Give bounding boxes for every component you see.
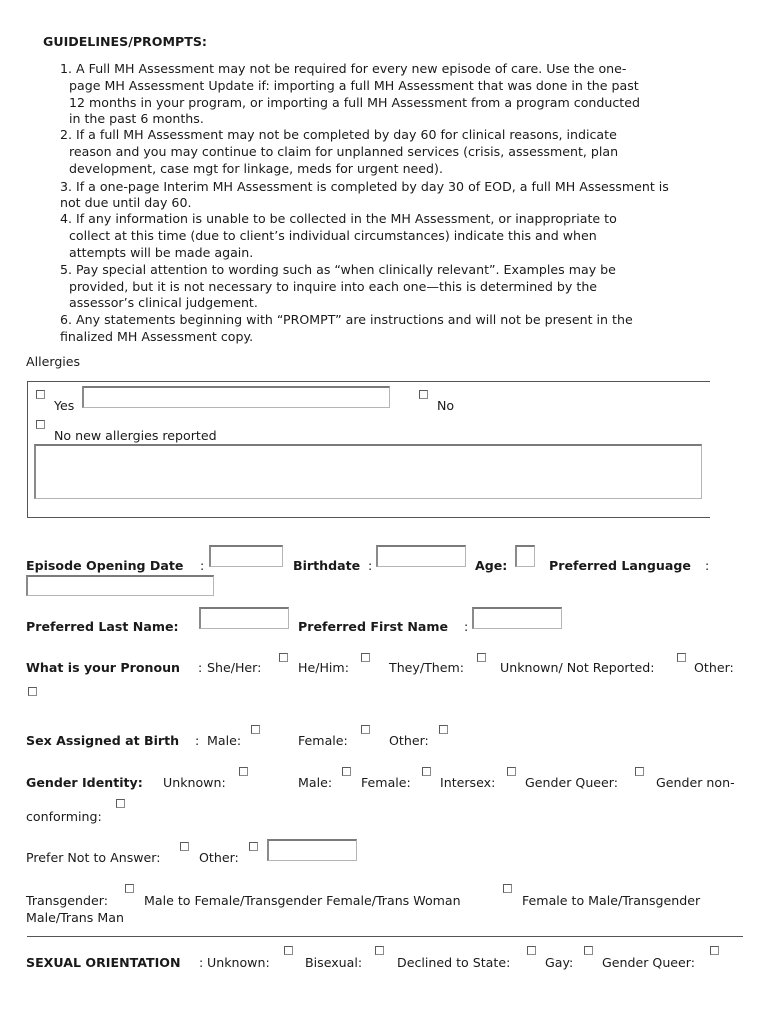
guideline-line: page MH Assessment Update if: importing a full MH Assessment that was done in the past xyxy=(69,78,639,93)
gender-female-checkbox[interactable] xyxy=(422,767,431,776)
transgender-ftm-label: Female to Male/Transgender xyxy=(522,893,701,908)
allergies-bottom-rule xyxy=(27,517,710,518)
preferred-language-label: Preferred Language xyxy=(549,558,691,573)
pronoun-option-they: They/Them: xyxy=(389,660,465,675)
gender-other-field[interactable] xyxy=(267,839,357,861)
gender-unknown-checkbox[interactable] xyxy=(239,767,248,776)
age-label: Age: xyxy=(475,558,508,573)
pronoun-other-checkbox[interactable] xyxy=(28,687,37,696)
colon: : xyxy=(195,733,200,748)
pronoun-option-other: Other: xyxy=(694,660,734,675)
sex-option-male: Male: xyxy=(207,733,242,748)
allergies-notes-field[interactable] xyxy=(34,444,702,499)
guideline-line: finalized MH Assessment copy. xyxy=(60,329,254,344)
guidelines-heading: GUIDELINES/PROMPTS: xyxy=(43,34,207,49)
birthdate-label: Birthdate xyxy=(293,558,361,573)
gender-other-checkbox[interactable] xyxy=(249,842,258,851)
sex-option-other: Other: xyxy=(389,733,429,748)
gender-prefer-not-label: Prefer Not to Answer: xyxy=(26,850,161,865)
gender-option-nonconforming-cont: conforming: xyxy=(26,809,102,824)
allergies-yes-field[interactable] xyxy=(82,386,390,408)
guideline-line: provided, but it is not necessary to inquire into each one—this is determined by the xyxy=(69,279,598,294)
colon: : xyxy=(464,619,469,634)
preferred-first-name-field[interactable] xyxy=(472,607,562,629)
orientation-queer-checkbox[interactable] xyxy=(710,946,719,955)
guideline-line: 3. If a one-page Interim MH Assessment is completed by day 30 of EOD, a full MH Assessment is xyxy=(60,179,669,194)
guideline-line: 4. If any information is unable to be collected in the MH Assessment, or inappropriate to xyxy=(60,211,617,226)
orientation-option-declined: Declined to State: xyxy=(397,955,511,970)
guideline-line: attempts will be made again. xyxy=(69,245,254,260)
allergies-yes-label: Yes xyxy=(54,398,75,413)
gender-intersex-checkbox[interactable] xyxy=(507,767,516,776)
episode-opening-date-label: Episode Opening Date xyxy=(26,558,184,573)
sex-other-checkbox[interactable] xyxy=(439,725,448,734)
preferred-last-name-field[interactable] xyxy=(199,607,289,629)
gender-identity-label: Gender Identity: xyxy=(26,775,143,790)
orientation-unknown-checkbox[interactable] xyxy=(284,946,293,955)
gender-option-male: Male: xyxy=(298,775,333,790)
colon: : xyxy=(200,558,205,573)
guideline-line: in the past 6 months. xyxy=(69,111,204,126)
guideline-line: 2. If a full MH Assessment may not be completed by day 60 for clinical reasons, indicate xyxy=(60,127,617,142)
sexual-orientation-label: SEXUAL ORIENTATION xyxy=(26,955,181,970)
transgender-ftm-checkbox[interactable] xyxy=(503,884,512,893)
transgender-mtf-label: Male to Female/Transgender Female/Trans Woman xyxy=(144,893,461,908)
preferred-language-field[interactable] xyxy=(26,575,214,596)
allergies-no-checkbox[interactable] xyxy=(419,390,428,399)
colon: : xyxy=(705,558,710,573)
guideline-line: 6. Any statements beginning with “PROMPT” are instructions and will not be present in the xyxy=(60,312,633,327)
transgender-ftm-label-cont: Male/Trans Man xyxy=(26,910,124,925)
sex-female-checkbox[interactable] xyxy=(361,725,370,734)
sex-assigned-label: Sex Assigned at Birth xyxy=(26,733,180,748)
transgender-mtf-checkbox[interactable] xyxy=(125,884,134,893)
gender-option-unknown: Unknown: xyxy=(163,775,226,790)
guideline-line: collect at this time (due to client’s individual circumstances) indicate this and when xyxy=(69,228,597,243)
allergies-yes-checkbox[interactable] xyxy=(36,390,45,399)
gender-option-female: Female: xyxy=(361,775,411,790)
guideline-line: not due until day 60. xyxy=(60,195,192,210)
section-divider xyxy=(27,936,743,937)
no-new-allergies-checkbox[interactable] xyxy=(36,420,45,429)
guideline-line: reason and you may continue to claim for unplanned services (crisis, assessment, plan xyxy=(69,144,619,159)
orientation-bisexual-checkbox[interactable] xyxy=(375,946,384,955)
colon: : xyxy=(198,660,203,675)
guideline-line: 5. Pay special attention to wording such as “when clinically relevant”. Examples may be xyxy=(60,262,616,277)
no-new-allergies-label: No new allergies reported xyxy=(54,428,217,443)
colon: : xyxy=(368,558,373,573)
allergies-left-rule xyxy=(27,381,28,518)
pronoun-she-checkbox[interactable] xyxy=(279,653,288,662)
gender-option-intersex: Intersex: xyxy=(440,775,496,790)
transgender-label: Transgender: xyxy=(26,893,108,908)
sex-male-checkbox[interactable] xyxy=(251,725,260,734)
gender-option-nonconforming: Gender non- xyxy=(656,775,735,790)
pronoun-option-he: He/Him: xyxy=(298,660,349,675)
gender-nonconforming-checkbox[interactable] xyxy=(116,799,125,808)
birthdate-field[interactable] xyxy=(376,545,466,567)
pronoun-they-checkbox[interactable] xyxy=(477,653,486,662)
orientation-option-gay: Gay: xyxy=(545,955,574,970)
episode-opening-date-field[interactable] xyxy=(209,545,283,567)
gender-male-checkbox[interactable] xyxy=(342,767,351,776)
gender-option-queer: Gender Queer: xyxy=(525,775,619,790)
gender-other-label: Other: xyxy=(199,850,239,865)
age-field[interactable] xyxy=(515,545,535,567)
preferred-last-name-label: Preferred Last Name: xyxy=(26,619,179,634)
pronoun-option-unknown: Unknown/ Not Reported: xyxy=(500,660,655,675)
pronoun-label: What is your Pronoun xyxy=(26,660,181,675)
colon: : xyxy=(199,955,204,970)
preferred-first-name-label: Preferred First Name xyxy=(298,619,449,634)
orientation-option-queer: Gender Queer: xyxy=(602,955,696,970)
gender-prefer-not-checkbox[interactable] xyxy=(180,842,189,851)
pronoun-unknown-checkbox[interactable] xyxy=(677,653,686,662)
allergies-title: Allergies xyxy=(26,354,81,369)
pronoun-option-she: She/Her: xyxy=(207,660,262,675)
guideline-line: 12 months in your program, or importing a full MH Assessment from a program conducted xyxy=(69,95,640,110)
allergies-no-label: No xyxy=(437,398,455,413)
orientation-gay-checkbox[interactable] xyxy=(584,946,593,955)
guideline-line: development, case mgt for linkage, meds for urgent need). xyxy=(69,161,443,176)
pronoun-he-checkbox[interactable] xyxy=(361,653,370,662)
orientation-declined-checkbox[interactable] xyxy=(527,946,536,955)
gender-queer-checkbox[interactable] xyxy=(635,767,644,776)
orientation-option-unknown: Unknown: xyxy=(207,955,270,970)
guideline-line: assessor’s clinical judgement. xyxy=(69,295,258,310)
sex-option-female: Female: xyxy=(298,733,348,748)
allergies-top-rule xyxy=(27,381,710,382)
guideline-line: 1. A Full MH Assessment may not be required for every new episode of care. Use the one- xyxy=(60,61,627,76)
orientation-option-bisexual: Bisexual: xyxy=(305,955,363,970)
